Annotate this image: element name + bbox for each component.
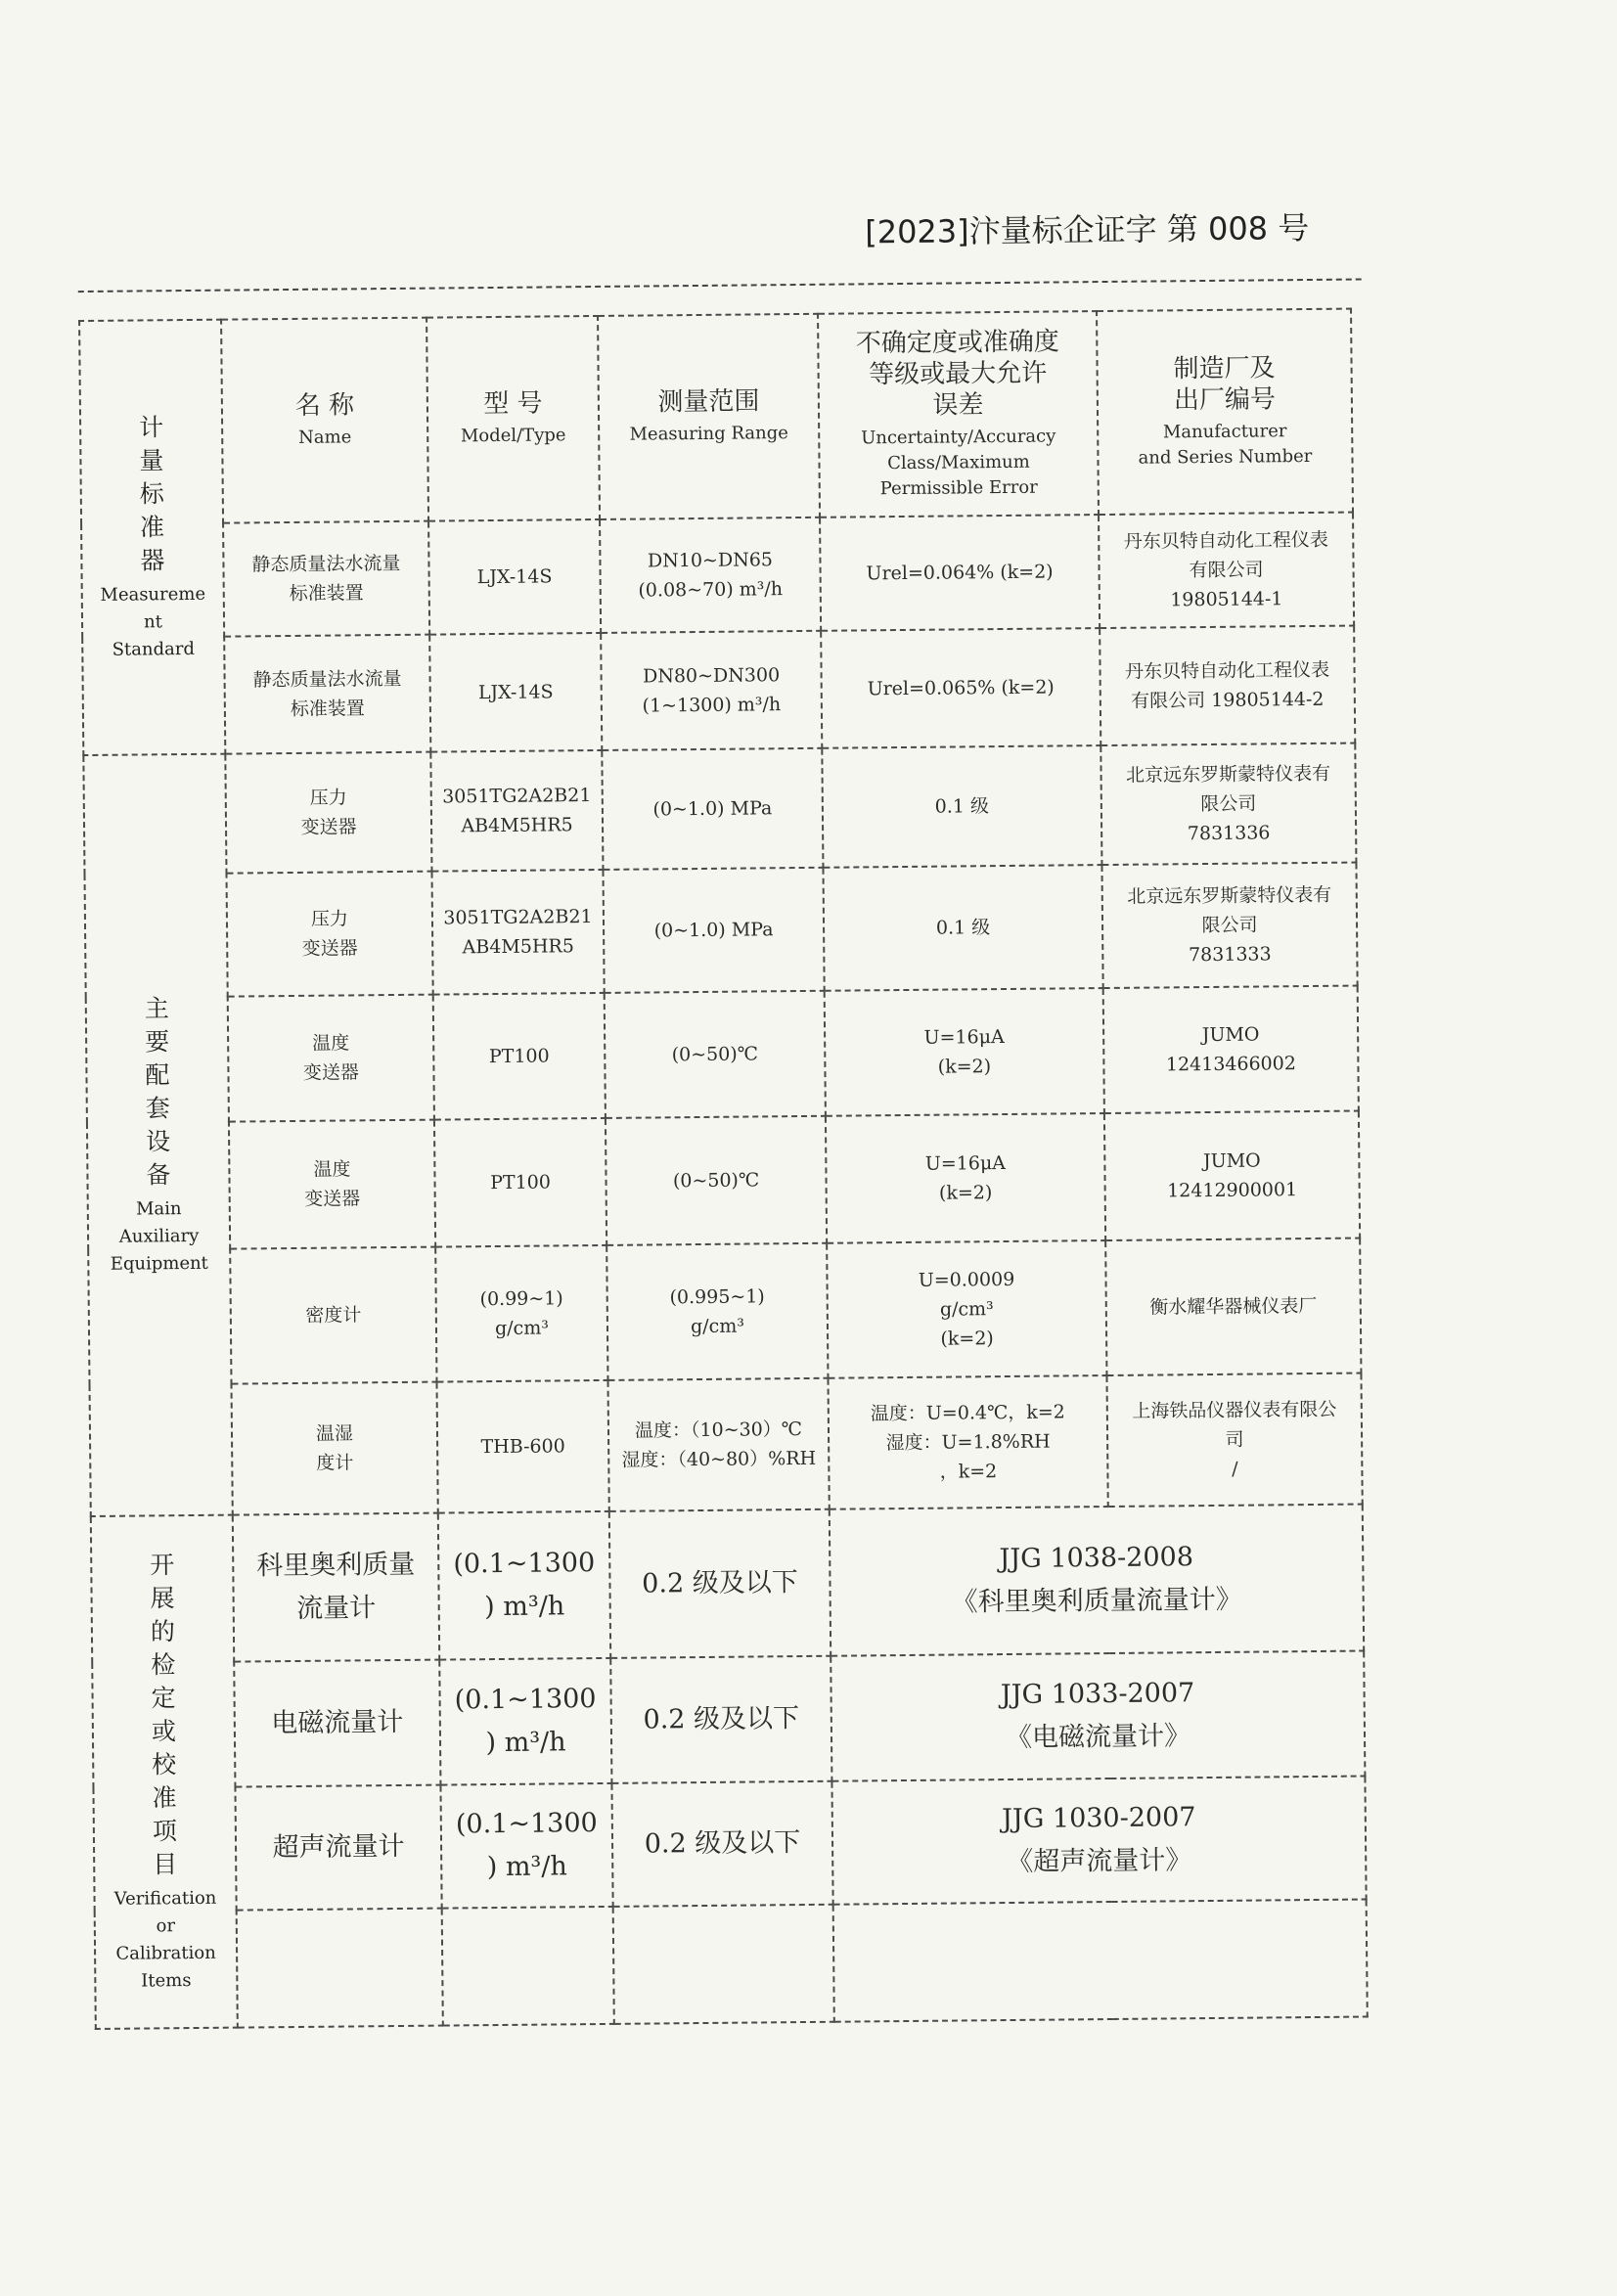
equipment-error: U=0.0009 g/cm³ (k=2)	[827, 1240, 1106, 1378]
section-standard	[79, 320, 225, 755]
item-regulation: JJG 1030-2007 《超声流量计》	[831, 1777, 1366, 1905]
section-auxiliary-en: Main Auxiliary Equipment	[110, 1198, 208, 1275]
item-name: 电磁流量计	[234, 1660, 440, 1787]
certificate-table	[78, 308, 1369, 2030]
item-regulation: JJG 1033-2007 《电磁流量计》	[831, 1651, 1365, 1781]
equipment-manufacturer: 北京远东罗斯蒙特仪表有 限公司 7831333	[1101, 863, 1357, 988]
empty-cell	[237, 1909, 443, 2028]
equipment-range: (0~50)℃	[605, 991, 826, 1118]
equipment-name: 压力 变送器	[225, 752, 431, 874]
equipment-error: 0.1 级	[823, 865, 1102, 991]
standard-range: DN10~DN65 (0.08~70) m³/h	[600, 518, 821, 633]
equipment-name: 密度计	[230, 1247, 436, 1384]
item-accuracy: 0.2 级及以下	[610, 1656, 831, 1783]
equipment-manufacturer: JUMO 12412900001	[1104, 1111, 1360, 1240]
standard-name: 静态质量法水流量 标准装置	[224, 635, 430, 754]
equipment-manufacturer: JUMO 12413466002	[1103, 986, 1359, 1113]
standard-model: LJX-14S	[428, 519, 601, 635]
standard-manufacturer: 丹东贝特自动化工程仪表 有限公司 19805144-2	[1100, 626, 1355, 745]
item-range: (0.1~1300 ) m³/h	[440, 1783, 612, 1909]
equipment-error: 0.1 级	[822, 745, 1101, 868]
item-range: (0.1~1300 ) m³/h	[439, 1658, 611, 1785]
equipment-manufacturer: 上海铁品仪器仪表有限公 司 /	[1106, 1373, 1362, 1507]
equipment-model: (0.99~1) g/cm³	[435, 1245, 607, 1382]
standard-error: Urel=0.065% (k=2)	[821, 628, 1100, 748]
table-row	[86, 986, 1359, 1123]
empty-cell	[833, 1900, 1368, 2022]
table-row	[83, 743, 1356, 875]
equipment-model: 3051TG2A2B21 AB4M5HR5	[430, 750, 603, 872]
equipment-name: 温度 变送器	[228, 995, 434, 1122]
empty-cell	[442, 1907, 614, 2026]
equipment-manufacturer: 北京远东罗斯蒙特仪表有 限公司 7831336	[1100, 743, 1356, 865]
column-header-range: 测量范围 Measuring Range	[598, 314, 820, 519]
table-row-empty	[95, 1900, 1368, 2029]
equipment-model: PT100	[433, 993, 606, 1120]
column-header-model: 型 号 Model/Type	[427, 316, 600, 521]
certificate-number: [2023]汴量标企证字 第 008 号	[865, 208, 1310, 251]
equipment-range: (0.995~1) g/cm³	[606, 1243, 828, 1380]
equipment-error: 温度：U=0.4℃，k=2 湿度：U=1.8%RH ，k=2	[828, 1375, 1107, 1509]
item-regulation: JJG 1038-2008 《科里奥利质量流量计》	[830, 1505, 1364, 1656]
equipment-range: (0~1.0) MPa	[602, 748, 823, 870]
item-accuracy: 0.2 级及以下	[609, 1509, 831, 1658]
equipment-model: PT100	[434, 1118, 606, 1247]
standard-range: DN80~DN300 (1~1300) m³/h	[601, 631, 822, 750]
equipment-range: (0~1.0) MPa	[603, 868, 824, 993]
column-header-manufacturer: 制造厂及 出厂编号 Manufacturer and Series Number	[1097, 309, 1353, 515]
equipment-model: 3051TG2A2B21 AB4M5HR5	[431, 870, 604, 995]
table-row	[82, 626, 1355, 755]
table-row	[81, 513, 1354, 638]
section-items-en: Verification or Calibration Items	[113, 1887, 217, 1992]
header-row	[79, 309, 1353, 524]
section-items	[91, 1515, 238, 2029]
equipment-manufacturer: 衡水耀华器械仪表厂	[1105, 1238, 1361, 1375]
section-auxiliary-zh: 主 要 配 套 设 备	[144, 994, 171, 1190]
section-items-zh: 开 展 的 检 定 或 校 准 项 目	[150, 1551, 178, 1879]
table-row	[88, 1238, 1361, 1385]
header-rule	[78, 278, 1362, 293]
equipment-name: 温度 变送器	[229, 1120, 435, 1249]
section-standard-zh: 计 量 标 准 器	[138, 413, 165, 575]
equipment-model: THB-600	[437, 1380, 609, 1513]
equipment-range: (0~50)℃	[606, 1116, 827, 1245]
standard-name: 静态质量法水流量 标准装置	[223, 521, 429, 637]
empty-cell	[613, 1905, 834, 2024]
item-name: 超声流量计	[235, 1785, 441, 1911]
table-row	[87, 1111, 1360, 1250]
table-row	[91, 1505, 1364, 1663]
equipment-error: U=16μA (k=2)	[826, 1113, 1105, 1243]
column-header-error: 不确定度或准确度 等级或最大允许 误差 Uncertainty/Accuracy Class/Maximum Permissible Error	[818, 311, 1099, 518]
equipment-range: 温度：（10~30）℃ 湿度：（40~80）%RH	[607, 1378, 829, 1511]
standard-error: Urel=0.064% (k=2)	[820, 515, 1100, 631]
section-auxiliary	[83, 754, 232, 1516]
item-range: (0.1~1300 ) m³/h	[438, 1511, 610, 1660]
table-row	[92, 1651, 1365, 1788]
item-name: 科里奥利质量 流量计	[233, 1513, 439, 1662]
table-row	[90, 1373, 1363, 1516]
table-row	[85, 863, 1358, 998]
column-header-name: 名 称 Name	[221, 318, 428, 523]
item-accuracy: 0.2 级及以下	[611, 1781, 832, 1907]
section-standard-en: Measureme nt Standard	[100, 583, 206, 660]
equipment-name: 压力 变送器	[227, 872, 433, 997]
table-row	[93, 1777, 1366, 1912]
standard-manufacturer: 丹东贝特自动化工程仪表 有限公司 19805144-1	[1099, 513, 1354, 628]
standard-model: LJX-14S	[429, 633, 602, 752]
equipment-name: 温湿 度计	[232, 1382, 438, 1515]
equipment-error: U=16μA (k=2)	[825, 988, 1104, 1116]
